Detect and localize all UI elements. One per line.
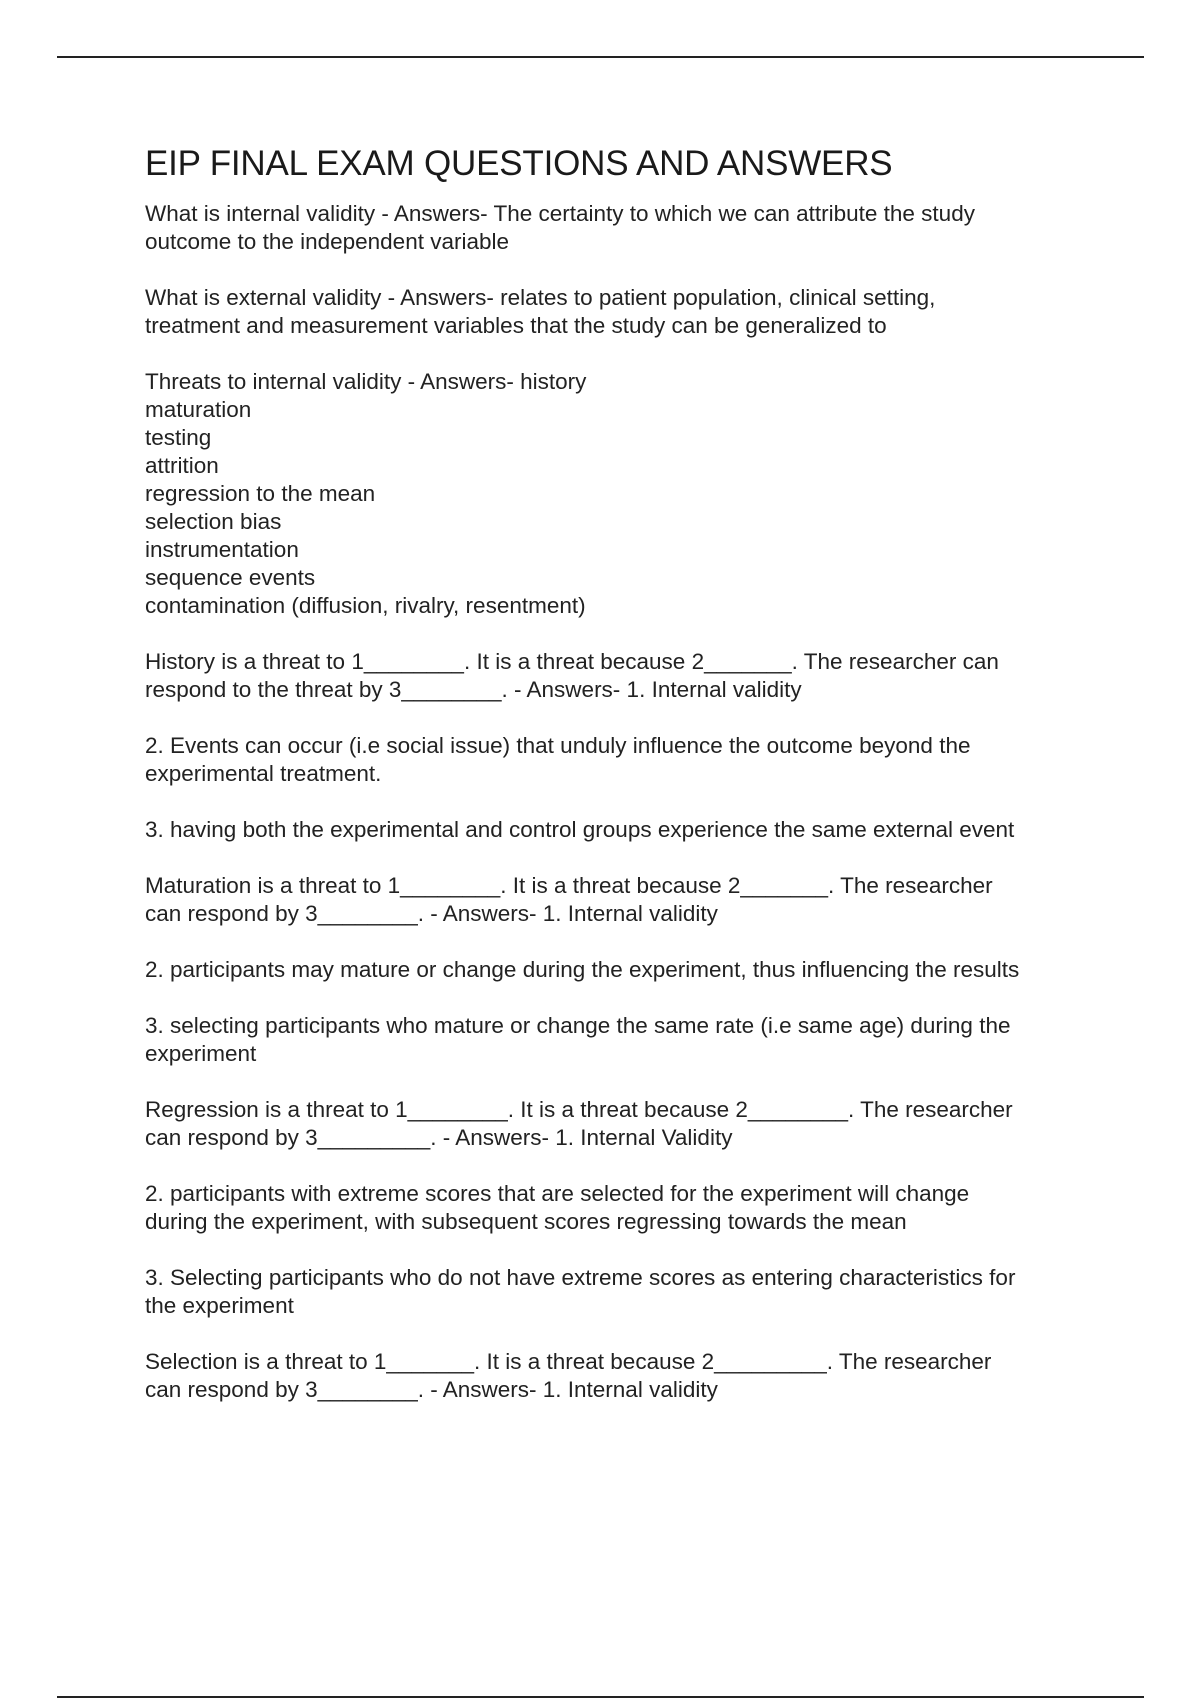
qa-threats-list: Threats to internal validity - Answers- history maturation testing attrition regression to the mean selection bias instrumentation sequence events contamination (diffusion, rivalry, resentment) [145,369,587,618]
document-body [145,142,1105,1432]
qa-regression-answer-2: 2. participants with extreme scores that are selected for the experiment will change during the experiment, with subsequent scores regressing towards the mean [145,1181,970,1234]
qa-regression-question: Regression is a threat to 1________. It is a threat because 2________. The researcher can respond by 3_________. - Answers- 1. Internal Validity [145,1097,1013,1150]
qa-internal-validity: What is internal validity - Answers- The certainty to which we can attribute the study outcome to the independent variable [145,201,975,254]
qa-selection-question: Selection is a threat to 1_______. It is a threat because 2_________. The researcher can respond by 3________. - Answers- 1. Internal validity [145,1349,992,1402]
qa-history-answer-2: 2. Events can occur (i.e social issue) that unduly influence the outcome beyond the experimental treatment. [145,733,971,786]
qa-maturation-answer-2: 2. participants may mature or change during the experiment, thus influencing the results [145,957,1020,982]
bottom-rule [57,1696,1144,1698]
top-rule [57,56,1144,58]
qa-regression-answer-3: 3. Selecting participants who do not have extreme scores as entering characteristics for the experiment [145,1265,1016,1318]
qa-external-validity: What is external validity - Answers- relates to patient population, clinical setting, treatment and measurement variables that the study can be generalized to [145,285,936,338]
qa-maturation-answer-3: 3. selecting participants who mature or change the same rate (i.e same age) during the experiment [145,1013,1011,1066]
qa-history-question: History is a threat to 1________. It is a threat because 2_______. The researcher can respond to the threat by 3________. - Answers- 1. Internal validity [145,649,999,702]
page-title: EIP FINAL EXAM QUESTIONS AND ANSWERS [145,144,893,183]
qa-history-answer-3: 3. having both the experimental and control groups experience the same external event [145,817,1015,842]
qa-maturation-question: Maturation is a threat to 1________. It is a threat because 2_______. The researcher can respond by 3________. - Answers- 1. Internal validity [145,873,993,926]
